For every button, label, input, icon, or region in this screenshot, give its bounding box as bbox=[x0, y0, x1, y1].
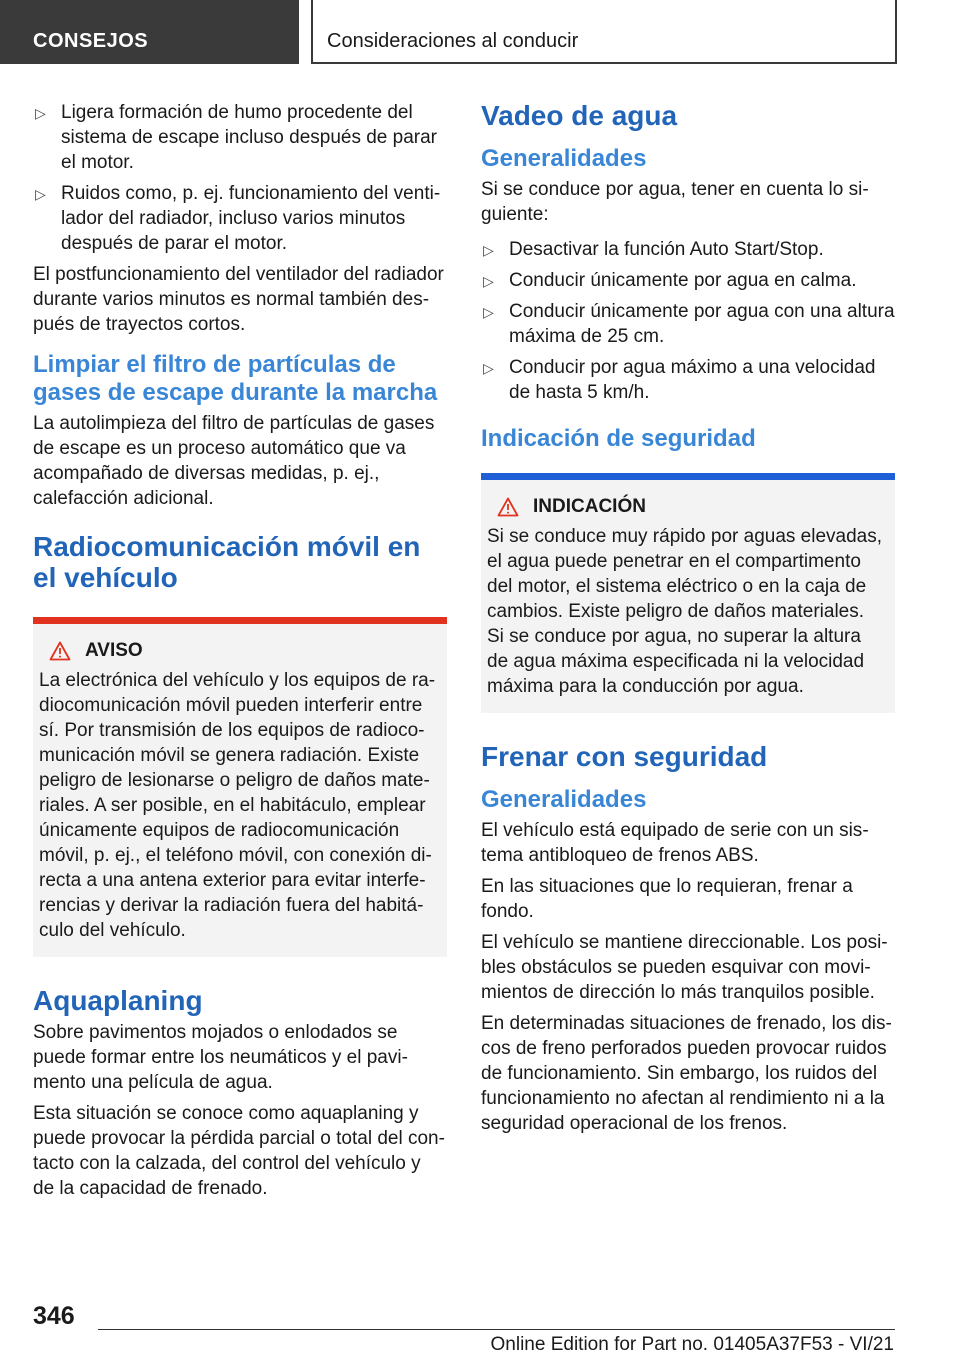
warning-triangle-icon bbox=[49, 641, 71, 661]
paragraph: En determinadas situaciones de frenado, los discos de freno perforados pueden provocar ruidos de funcionamiento. Sin embargo, los ruidos del funcionamiento no afectan al rendimiento ni a la seguridad operacional de los frenos. bbox=[481, 1013, 892, 1134]
filter-heading: Limpiar el filtro de partículas de gases de escape durante la marcha bbox=[33, 351, 438, 406]
triangle-bullet-icon: ▷ bbox=[35, 186, 46, 202]
seguridad-heading: Indicación de seguridad bbox=[481, 425, 756, 452]
generalidades-heading: Generalidades bbox=[481, 786, 647, 813]
aviso-title: AVISO bbox=[85, 640, 143, 661]
indicacion-title: INDICACIÓN bbox=[533, 496, 646, 517]
list-item-text: Conducir por agua máximo a una velocidad de hasta 5 km/h. bbox=[509, 357, 876, 403]
triangle-bullet-icon: ▷ bbox=[483, 304, 494, 320]
aviso-header bbox=[39, 640, 437, 662]
paragraph: Si se conduce por agua, tener en cuenta lo siguiente: bbox=[481, 179, 869, 225]
frenar-heading: Frenar con seguridad bbox=[481, 741, 768, 772]
header-chapter-box bbox=[311, 0, 897, 64]
vadeo-heading: Vadeo de agua bbox=[481, 100, 678, 131]
header-section-title: CONSEJOS bbox=[33, 30, 149, 52]
list-item bbox=[481, 237, 895, 262]
radio-heading: Radiocomunicación móvil en el vehículo bbox=[33, 531, 421, 593]
list-item-text: Ligera formación de humo procedente del sistema de escape incluso después de parar el motor. bbox=[61, 102, 438, 173]
list-item bbox=[481, 268, 895, 293]
list-item bbox=[481, 299, 895, 349]
list-item-text: Conducir únicamente por agua en calma. bbox=[509, 270, 857, 291]
list-item bbox=[481, 355, 895, 405]
triangle-bullet-icon: ▷ bbox=[483, 273, 494, 289]
aviso-text: La electrónica del vehículo y los equipos de radiocomunicación móvil pueden interferir entre sí. Por transmisión de los equipos de radiocomunicación móvil se genera radiación. Existe peligro de lesionarse o peligro de daños materiales. A ser posible, en el habitáculo, emplear únicamente equipos de radiocomunicación móvil, p. ej., el teléfono móvil, con conexión directa a una antena exterior para evitar interferencias y derivar la radiación fuera del habitáculo del vehículo. bbox=[39, 670, 436, 941]
triangle-bullet-icon: ▷ bbox=[35, 105, 46, 121]
indicacion-header bbox=[487, 496, 885, 518]
indicacion-box bbox=[481, 473, 895, 713]
left-column bbox=[33, 100, 447, 1207]
list-item-text: Ruidos como, p. ej. funcionamiento del ventilador del radiador, incluso varios minutos después de parar el motor. bbox=[61, 183, 441, 254]
list-item-text: Desactivar la función Auto Start/Stop. bbox=[509, 239, 824, 260]
warning-triangle-icon bbox=[497, 497, 519, 517]
header-chapter-title: Consideraciones al conducir bbox=[327, 30, 579, 52]
paragraph: El vehículo se mantiene direccionable. Los posibles obstáculos se pueden esquivar con movimientos de dirección lo más tranquilos posible. bbox=[481, 932, 888, 1003]
triangle-bullet-icon: ▷ bbox=[483, 242, 494, 258]
footer-divider bbox=[98, 1329, 895, 1330]
paragraph: Sobre pavimentos mojados o enlodados se puede formar entre los neumáticos y el pavimento una película de agua. bbox=[33, 1022, 408, 1093]
header-section-tab bbox=[0, 0, 299, 64]
paragraph: El vehículo está equipado de serie con un sistema antibloqueo de frenos ABS. bbox=[481, 820, 869, 866]
aquaplaning-heading: Aquaplaning bbox=[33, 985, 203, 1016]
right-column bbox=[481, 100, 895, 1142]
list-item bbox=[33, 100, 447, 175]
aviso-box bbox=[33, 617, 447, 957]
page-number: 346 bbox=[33, 1302, 75, 1330]
footer-edition: Online Edition for Part no. 01405A37F53 - VI/21 bbox=[490, 1334, 894, 1355]
paragraph: En las situaciones que lo requieran, frenar a fondo. bbox=[481, 876, 853, 922]
paragraph: El postfuncionamiento del ventilador del radiador durante varios minutos es normal también después de trayectos cortos. bbox=[33, 264, 444, 335]
list-item bbox=[33, 181, 447, 256]
list-item-text: Conducir únicamente por agua con una altura máxima de 25 cm. bbox=[509, 301, 895, 347]
indicacion-text: Si se conduce muy rápido por aguas elevadas, el agua puede penetrar en el compartimento del motor, el sistema eléctrico o en la caja de cambios. Existe peligro de daños materiales. Si se conduce por agua, no superar la altura de agua máxima especificada ni la velocidad máxima para la conducción por agua. bbox=[487, 526, 883, 697]
generalidades-heading: Generalidades bbox=[481, 145, 647, 172]
paragraph: La autolimpieza del filtro de partículas de gases de escape es un proceso automático que va acompañado de diversas medidas, p. ej., calefacción adicional. bbox=[33, 413, 435, 509]
paragraph: Esta situación se conoce como aquaplaning y puede provocar la pérdida parcial o total del contacto con la calzada, del control del vehículo y de la capacidad de frenado. bbox=[33, 1103, 445, 1199]
triangle-bullet-icon: ▷ bbox=[483, 360, 494, 376]
